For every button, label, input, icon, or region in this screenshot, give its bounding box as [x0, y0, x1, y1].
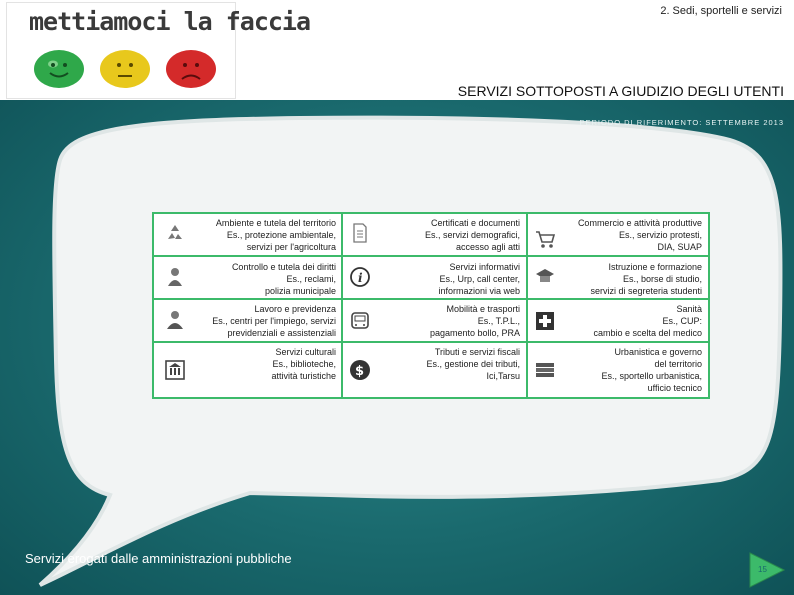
health-cross-icon	[534, 310, 556, 332]
logo-text: mettiamoci la faccia	[29, 7, 311, 36]
service-diritti[interactable]: Controllo e tutela dei diritti Es., reclami, polizia municipale	[231, 262, 336, 296]
happy-face-icon[interactable]	[33, 49, 85, 89]
museum-icon	[164, 359, 186, 381]
service-lavoro[interactable]: Lavoro e previdenza Es., centri per l'impiego, servizi previdenziali e assistenziali	[212, 304, 336, 338]
document-icon	[349, 222, 371, 244]
svg-text:i: i	[358, 271, 363, 285]
service-informativi[interactable]: Servizi informativi Es., Urp, call center, informazioni via web	[438, 262, 520, 296]
shopping-cart-icon	[534, 228, 556, 250]
svg-text:$: $	[355, 364, 365, 379]
page-title: SERVIZI SOTTOPOSTI A GIUDIZIO DEGLI UTENTI	[457, 83, 784, 99]
info-icon	[349, 266, 371, 288]
service-ambiente[interactable]: Ambiente e tutela del territorio Es., protezione ambientale, servizi per l'agricoltura	[215, 218, 336, 252]
sad-face-icon[interactable]	[165, 49, 217, 89]
service-tributi[interactable]: Tributi e servizi fiscali Es., gestione dei tributi, Ici,Tarsu	[426, 347, 520, 381]
rights-icon	[164, 266, 186, 288]
service-culturali[interactable]: Servizi culturali Es., biblioteche, attività turistiche	[271, 347, 336, 381]
worker-icon	[164, 308, 186, 330]
graduation-icon	[534, 264, 556, 286]
page-number: 15	[758, 565, 767, 574]
period-label: PERIODO DI RIFERIMENTO: SETTEMBRE 2013	[579, 118, 784, 127]
service-mobilita[interactable]: Mobilità e trasporti Es., T.P.L., pagamento bollo, PRA	[429, 304, 520, 338]
title-band	[236, 70, 794, 100]
service-certificati[interactable]: Certificati e documenti Es., servizi demografici, accesso agli atti	[424, 218, 520, 252]
bus-icon	[349, 310, 371, 332]
neutral-face-icon[interactable]	[99, 49, 151, 89]
footer-caption: Servizi erogati dalle amministrazioni pubbliche	[25, 551, 292, 566]
next-slide-button[interactable]	[748, 551, 786, 589]
recycle-icon	[164, 222, 186, 244]
service-commercio[interactable]: Commercio e attività produttive Es., servizio protesti, DIA, SUAP	[577, 218, 702, 252]
grid-divider	[154, 298, 708, 300]
logo-panel	[6, 2, 311, 99]
service-istruzione[interactable]: Istruzione e formazione Es., borse di studio, servizi di segreteria studenti	[590, 262, 702, 296]
grid-divider	[154, 255, 708, 257]
grid-divider	[154, 341, 708, 343]
service-urbanistica[interactable]: Urbanistica e governo del territorio Es., sportello urbanistica, ufficio tecnico	[601, 347, 702, 393]
grid-divider	[341, 214, 343, 397]
service-sanita[interactable]: Sanità Es., CUP: cambio e scelta del medico	[593, 304, 702, 338]
bricks-icon	[534, 359, 556, 381]
services-grid	[152, 212, 710, 399]
section-label: 2. Sedi, sportelli e servizi	[660, 5, 782, 17]
dollar-icon	[349, 359, 371, 381]
grid-divider	[526, 214, 528, 397]
